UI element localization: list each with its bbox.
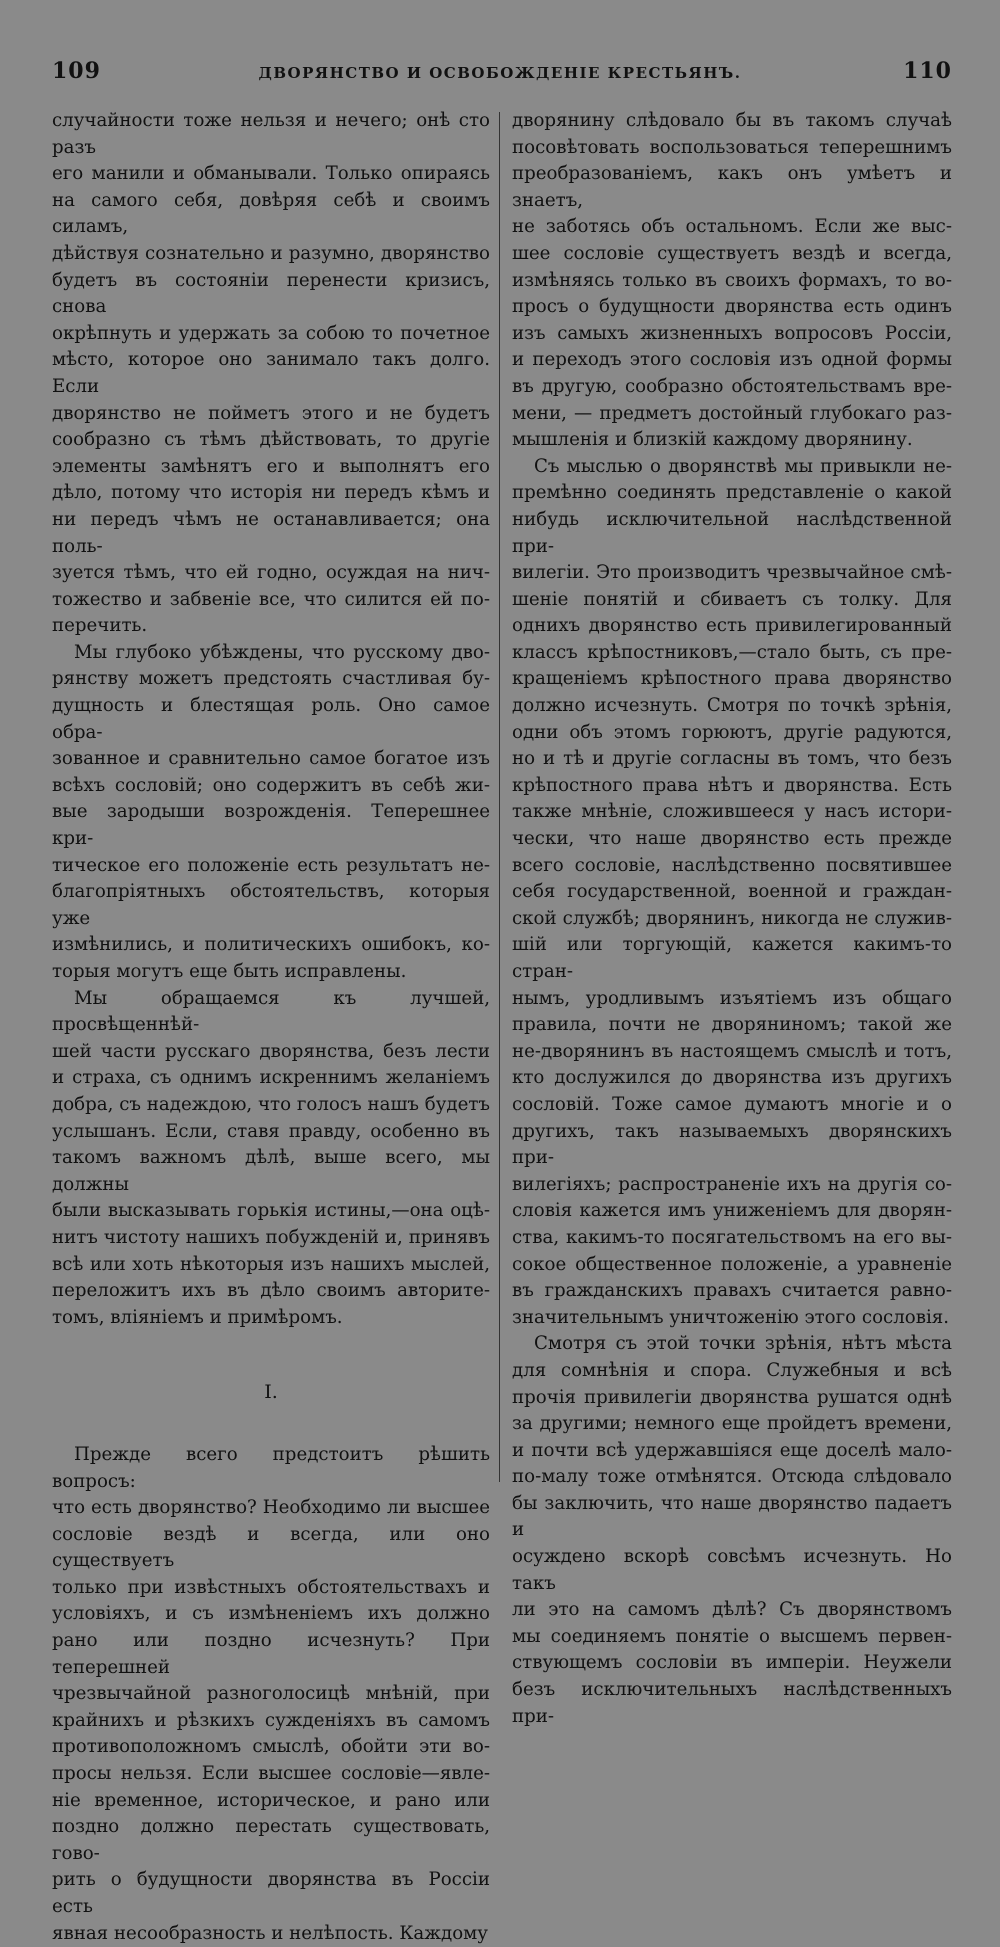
text-line: всего сословіе, наслѣдственно посвятившее [512, 854, 952, 876]
text-line: не заботясь объ остальномъ. Если же выс- [512, 216, 952, 238]
text-line: вилегіи. Это производитъ чрезвычайное смѣ- [512, 562, 952, 584]
text-line: въ другую, сообразно обстоятельствамъ вре- [512, 375, 952, 397]
text-line: ніе временное, историческое, и рано или [52, 1789, 490, 1811]
text-line: только при извѣстныхъ обстоятельствахъ и [52, 1576, 490, 1598]
text-line: за другими; немного еще пройдетъ времени, [512, 1413, 952, 1435]
text-line: случайности тоже нельзя и нечего; онѣ сто разъ [52, 110, 490, 158]
text-line: всѣ или хоть нѣкоторыя изъ нашихъ мыслей, [52, 1253, 490, 1275]
text-line: кращеніемъ крѣпостного права дворянство [512, 668, 952, 690]
text-line: правила, почти не дворяниномъ; такой же [512, 1014, 952, 1036]
text-line: и переходъ этого сословія изъ одной формы [512, 349, 952, 371]
text-line: мѣсто, которое оно занимало такъ долго. Если [52, 349, 490, 397]
text-line: но и тѣ и другіе согласны въ томъ, что безъ [512, 748, 952, 770]
text-line: должно исчезнуть. Смотря по точкѣ зрѣнія, [512, 695, 952, 717]
text-line: противоположномъ смыслѣ, обойти эти во- [52, 1736, 490, 1758]
text-line: классъ крѣпостниковъ,—стало быть, съ пре- [512, 641, 952, 663]
text-line: томъ, вліяніемъ и примѣромъ. [52, 1306, 343, 1328]
text-line: чески, что наше дворянство есть прежде [512, 828, 952, 850]
text-line: Мы обращаемся къ лучшей, просвѣщеннѣй- [52, 987, 490, 1036]
left-column [52, 108, 490, 1947]
text-line: тическое его положеніе есть результатъ не- [52, 854, 490, 876]
text-line: измѣняясь только въ своихъ формахъ, то во- [512, 269, 952, 291]
text-line: словія кажется имъ униженіемъ для дворян- [512, 1200, 952, 1222]
text-line: на самого себя, довѣряя себѣ и своимъ силамъ, [52, 189, 490, 238]
text-line: крайнихъ и рѣзкихъ сужденіяхъ въ самомъ [52, 1709, 490, 1731]
text-line: посовѣтовать воспользоваться теперешнимъ [512, 136, 952, 158]
text-line: шій или торгующій, кажется какимъ-то стран- [512, 934, 952, 982]
paragraph [52, 1442, 490, 1947]
text-line: просъ о будущности дворянства есть одинъ [512, 296, 952, 318]
text-line: вые зародыши возрожденія. Теперешнее кри- [52, 801, 490, 850]
text-line: дворянство не пойметъ этого и не будетъ [52, 402, 490, 424]
text-line: будетъ въ состояніи перенести кризисъ, снова [52, 269, 490, 318]
text-line: бы заключить, что наше дворянство падаетъ и [512, 1492, 952, 1541]
text-line: тожество и забвеніе все, что силится ей по- [52, 588, 490, 610]
text-line: дущность и блестящая роль. Оно самое обра- [52, 695, 490, 743]
text-line: сообразно съ тѣмъ дѣйствовать, то другіе [52, 429, 490, 451]
text-line: ствующемъ сословіи въ имперіи. Неужели [512, 1652, 952, 1674]
text-line: Прежде всего предстоитъ рѣшить вопросъ: [52, 1443, 490, 1492]
text-line: добра, съ надеждою, что голосъ нашъ будетъ [52, 1093, 490, 1115]
text-line: въ гражданскихъ правахъ считается равно- [512, 1280, 952, 1302]
text-line: Съ мыслью о дворянствѣ мы привыкли не- [534, 455, 952, 477]
text-line: Смотря съ этой точки зрѣнія, нѣтъ мѣста [534, 1333, 952, 1355]
page-header [0, 58, 1000, 92]
text-line: ства, какимъ-то посягательствомъ на его вы- [512, 1226, 952, 1248]
right-column [512, 108, 952, 1730]
text-line: для сомнѣнія и спора. Служебныя и всѣ [512, 1359, 952, 1381]
text-line: одни объ этомъ горюютъ, другіе радуются, [512, 721, 952, 743]
text-line: Мы глубоко убѣждены, что русскому дво- [74, 641, 490, 663]
text-line: крѣпостного права нѣтъ и дворянства. Есть [512, 774, 952, 796]
text-line: просы нельзя. Если высшее сословіе—явле- [52, 1763, 490, 1785]
text-line: также мнѣніе, сложившееся у насъ истори- [512, 801, 952, 823]
paragraph [52, 108, 490, 640]
text-line: были высказывать горькія истины,—она оцѣ- [52, 1200, 490, 1222]
text-line: однихъ дворянство есть привилегированный [512, 615, 952, 637]
text-line: нитъ чистоту нашихъ побужденій и, принявъ [52, 1226, 490, 1248]
text-line: условіяхъ, и съ измѣненіемъ ихъ должно [52, 1603, 490, 1625]
text-line: ни передъ чѣмъ не останавливается; она поль- [52, 508, 490, 557]
text-line: явная несообразность и нелѣпость. Каждому [52, 1922, 489, 1944]
text-line: другихъ, такъ называемыхъ дворянскихъ при- [512, 1120, 952, 1169]
text-line: благопріятныхъ обстоятельствъ, которыя уже [52, 881, 490, 929]
text-line: по-малу тоже отмѣнятся. Отсюда слѣдовало [512, 1466, 952, 1488]
left-page-number: 109 [52, 58, 101, 84]
column-divider [499, 112, 500, 1482]
text-line: прочія привилегіи дворянства рушатся однѣ [512, 1386, 952, 1408]
text-line: перечить. [52, 615, 148, 637]
text-line: рить о будущности дворянства въ Россіи есть [52, 1869, 490, 1917]
text-line: рано или поздно исчезнуть? При теперешней [52, 1630, 490, 1678]
text-line: шее сословіе существуетъ вездѣ и всегда, [512, 242, 952, 264]
text-line: всѣхъ сословій; оно содержитъ въ себѣ жи- [52, 774, 490, 796]
text-line: не-дворянинъ въ настоящемъ смыслѣ и тотъ, [512, 1040, 952, 1062]
text-line: услышанъ. Если, ставя правду, особенно въ [52, 1120, 490, 1142]
text-line: торыя могутъ еще быть исправлены. [52, 961, 407, 982]
paragraph [512, 1331, 952, 1730]
text-line: измѣнились, и политическихъ ошибокъ, ко- [52, 934, 490, 956]
paragraph [512, 108, 952, 454]
text-line: мышленія и близкій каждому дворянину. [512, 429, 913, 451]
text-line: изъ самыхъ жизненныхъ вопросовъ Россіи, [512, 322, 952, 344]
text-line: переложитъ ихъ въ дѣло своимъ авторите- [52, 1280, 490, 1302]
text-line: чрезвычайной разноголосицѣ мнѣній, при [52, 1683, 490, 1705]
paragraph [52, 640, 490, 986]
text-line: зованное и сравнительно самое богатое изъ [52, 748, 490, 770]
text-line: шеніе понятій и сбиваетъ съ толку. Для [512, 588, 952, 610]
text-line: поздно должно перестать существовать, гово- [52, 1816, 490, 1864]
text-line: и почти всѣ удержавшіяся еще доселѣ мало- [512, 1439, 952, 1461]
text-line: что есть дворянство? Необходимо ли высшее [52, 1497, 490, 1519]
paragraph [52, 986, 490, 1332]
text-line: сословіе вездѣ и всегда, или оно существуетъ [52, 1523, 490, 1572]
text-line: премѣнно соединять представленіе о какой [512, 482, 952, 504]
section-number: I. [264, 1381, 278, 1404]
text-line: себя государственной, военной и граждан- [512, 881, 952, 903]
text-line: элементы замѣнятъ его и выполнятъ его [52, 455, 490, 477]
right-page-number: 110 [903, 58, 952, 84]
text-line: осуждено вскорѣ совсѣмъ исчезнуть. Но такъ [512, 1546, 952, 1594]
text-line: нымъ, уродливымъ изъятіемъ изъ общаго [512, 987, 952, 1009]
text-line: рянству можетъ предстоять счастливая бу- [52, 668, 490, 690]
text-line: мени, — предметъ достойный глубокаго раз- [512, 402, 952, 424]
text-line: нибудь исключительной наслѣдственной при- [512, 508, 952, 557]
text-line: вилегіяхъ; распространеніе ихъ на другія со- [512, 1173, 952, 1195]
text-line: окрѣпнуть и удержать за собою то почетное [52, 322, 490, 344]
text-line: кто дослужился до дворянства изъ другихъ [512, 1067, 952, 1089]
text-line: мы соединяемъ понятіе о высшемъ первен- [512, 1625, 952, 1647]
text-line: безъ исключительныхъ наслѣдственныхъ при- [512, 1679, 952, 1727]
text-line: значительнымъ уничтоженію этого сословія. [512, 1306, 950, 1328]
text-line: ской службѣ; дворянинъ, никогда не служив- [512, 907, 952, 929]
text-line: дѣло, потому что исторія ни передъ кѣмъ и [52, 482, 490, 504]
text-line: зуется тѣмъ, что ей годно, осуждая на нич- [52, 562, 490, 584]
paragraph [512, 454, 952, 1332]
text-line: преобразованіемъ, какъ онъ умѣетъ и знаетъ, [512, 163, 952, 211]
text-line: дѣйствуя сознательно и разумно, дворянство [52, 242, 490, 264]
running-title: ДВОРЯНСТВО И ОСВОБОЖДЕНІЕ КРЕСТЬЯНЪ. [258, 64, 742, 82]
text-line: и страха, съ однимъ искреннимъ желаніемъ [52, 1067, 490, 1089]
text-line: такомъ важномъ дѣлѣ, выше всего, мы должны [52, 1147, 490, 1195]
text-line: его манили и обманывали. Только опираясь [52, 163, 490, 185]
text-line: дворянину слѣдовало бы въ такомъ случаѣ [512, 110, 952, 131]
text-line: сословій. Тоже самое думаютъ многіе и о [512, 1093, 952, 1115]
text-line: сокое общественное положеніе, а уравненіе [512, 1253, 952, 1275]
text-line: ли это на самомъ дѣлѣ? Съ дворянствомъ [512, 1599, 952, 1621]
text-line: шей части русскаго дворянства, безъ лести [52, 1040, 490, 1062]
